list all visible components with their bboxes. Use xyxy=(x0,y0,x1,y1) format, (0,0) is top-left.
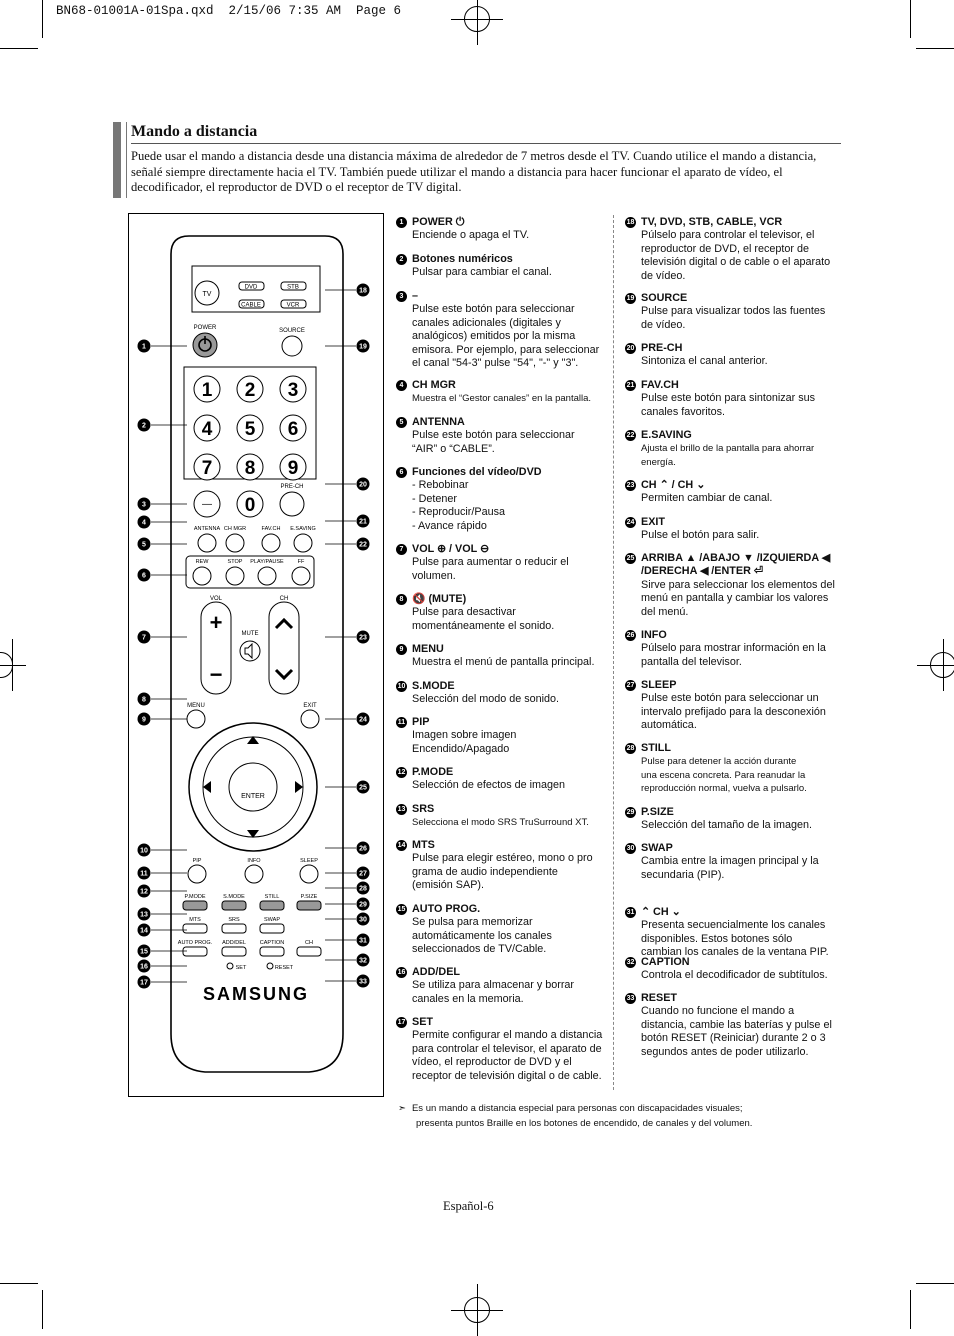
item-heading: ADD/DEL xyxy=(412,966,460,978)
digit-label: 5 xyxy=(244,419,256,440)
row3-button[interactable] xyxy=(297,901,321,910)
row5-label: CH xyxy=(305,940,313,946)
item-heading: S.MODE xyxy=(412,680,455,692)
callout-number: 11 xyxy=(140,870,148,878)
digit-label: 6 xyxy=(287,419,299,440)
callout-number: 8 xyxy=(142,696,146,704)
power-label: POWER xyxy=(193,325,217,331)
row5-label: ADD/DEL xyxy=(222,940,246,946)
item-description: Permiten cambiar de canal. xyxy=(641,492,773,505)
column-separator xyxy=(613,215,614,1090)
exit-label: EXIT xyxy=(303,703,317,709)
note-line-2: presenta puntos Braille en los botones de encendido, de canales y del volumen. xyxy=(416,1118,753,1129)
row2-button[interactable] xyxy=(188,865,206,883)
item-number-badge: 4 xyxy=(396,380,407,391)
callout-number: 2 xyxy=(142,422,146,430)
item-heading: SLEEP xyxy=(641,679,677,691)
callout-number: 23 xyxy=(359,634,367,642)
item-number-badge: 25 xyxy=(626,555,635,562)
digit-label: 8 xyxy=(244,458,256,479)
row5-button[interactable] xyxy=(260,947,284,956)
callout-number: 20 xyxy=(359,481,367,489)
item-number-badge: 15 xyxy=(397,906,406,913)
transport-label: STOP xyxy=(227,559,243,565)
dash-label: — xyxy=(202,499,212,510)
item-number-badge: 1 xyxy=(396,217,407,228)
row2-button[interactable] xyxy=(245,865,263,883)
enter-label: ENTER xyxy=(241,793,265,800)
item-description: Permite configurar el mando a distancia para controlar el televisor, el aparato de vídeo, el reproductor de DVD y el receptor de televisión digital o de cable. xyxy=(412,1029,603,1082)
crop-mark xyxy=(916,1283,954,1284)
crop-mark xyxy=(910,0,911,38)
section-title: Mando a distancia xyxy=(131,123,258,140)
item-heading: VOL ⊕ / VOL ⊖ xyxy=(412,543,490,555)
callout-number: 6 xyxy=(142,572,146,580)
callout-number: 5 xyxy=(142,541,146,549)
tv-label: TV xyxy=(202,291,212,298)
item-heading: FAV.CH xyxy=(641,379,679,391)
item-number-badge: 19 xyxy=(626,295,635,302)
stb-label: STB xyxy=(287,284,299,291)
item-number-badge: 13 xyxy=(397,806,406,813)
item-description: Controla el decodificador de subtítulos. xyxy=(641,969,828,982)
row1-button[interactable] xyxy=(198,534,216,552)
item-number-badge: 17 xyxy=(397,1019,406,1026)
row5-label: AUTO PROG. xyxy=(177,940,213,946)
item-description: Cambia entre la imagen principal y la secundaria (PIP). xyxy=(641,855,819,881)
registration-mark xyxy=(0,652,13,678)
item-description: Ajusta el brillo de la pantalla para ahorrar energía. xyxy=(641,443,815,468)
item-description: Imagen sobre imagen Encendido/Apagado xyxy=(412,729,517,755)
item-description: Pulse para visualizar todos las fuentes de vídeo. xyxy=(641,305,826,331)
item-description: Enciende o apaga el TV. xyxy=(412,229,530,242)
callout-number: 25 xyxy=(359,784,367,792)
row3-label: STILL xyxy=(264,894,280,900)
source-label: SOURCE xyxy=(279,328,305,334)
dvd-label: DVD xyxy=(244,284,258,291)
transport-label: PLAY/PAUSE xyxy=(250,559,284,565)
title-rule xyxy=(131,143,841,144)
item-description: Pulse este botón para sintonizar sus canales favoritos. xyxy=(641,392,816,418)
callout-number: 30 xyxy=(359,916,367,924)
row2-button[interactable] xyxy=(300,865,318,883)
transport-button[interactable] xyxy=(226,567,244,585)
row3-label: S.MODE xyxy=(223,894,245,900)
reset-button[interactable] xyxy=(267,963,273,969)
row2-label: INFO xyxy=(247,858,261,864)
item-heading: PRE-CH xyxy=(641,342,683,354)
callout-number: 15 xyxy=(140,948,148,956)
item-number-badge: 30 xyxy=(626,845,635,852)
item-heading: SET xyxy=(412,1016,433,1028)
crop-mark xyxy=(42,1290,43,1329)
title-marker-gap xyxy=(121,122,126,198)
callout-number: 28 xyxy=(359,885,367,893)
callout-number: 16 xyxy=(140,963,148,971)
transport-button[interactable] xyxy=(258,567,276,585)
item-number-badge: 7 xyxy=(396,544,407,555)
item-heading: SRS xyxy=(412,803,435,815)
item-number-badge: 23 xyxy=(626,482,635,489)
crop-mark xyxy=(0,1283,38,1284)
item-description: - Rebobinar - Detener - Reproducir/Pausa - Avance rápido xyxy=(412,479,506,532)
item-number-badge: 24 xyxy=(626,519,635,526)
pre-ch-label: PRE-CH xyxy=(280,484,304,490)
row1-button[interactable] xyxy=(294,534,312,552)
item-heading: E.SAVING xyxy=(641,429,692,441)
vol-down-icon: − xyxy=(209,662,223,687)
note-arrow-icon: ➣ xyxy=(398,1103,406,1114)
row4-label: MTS xyxy=(189,917,201,923)
row3-button[interactable] xyxy=(222,901,246,910)
row5-button[interactable] xyxy=(222,947,246,956)
item-description: Pulse para detener la acción durante una escena concreta. Para reanudar la reproducción normal, vuelva a pulsarlo. xyxy=(641,756,807,795)
transport-label: FF xyxy=(297,559,305,565)
row4-button[interactable] xyxy=(260,924,284,933)
callout-number: 24 xyxy=(359,716,367,724)
ch-rocker xyxy=(269,602,299,694)
item-description: Selección del tamaño de la imagen. xyxy=(641,819,813,832)
row3-button[interactable] xyxy=(183,901,207,910)
item-number-badge: 22 xyxy=(626,432,635,439)
callout-number: 13 xyxy=(140,911,148,919)
crop-mark xyxy=(0,48,38,49)
callout-number: 32 xyxy=(359,957,367,965)
digit-label: 3 xyxy=(287,380,299,401)
callout-number: 21 xyxy=(359,518,367,526)
item-heading: Botones numéricos xyxy=(412,253,513,265)
item-description: Pulse para elegir estéreo, mono o pro grama de audio independiente (emisión SAP). xyxy=(412,852,593,892)
page-footer: Español-6 xyxy=(443,1199,494,1213)
note xyxy=(398,1101,752,1131)
item-description: Muestra el menú de pantalla principal. xyxy=(412,656,595,669)
row1-label: CH MGR xyxy=(223,526,247,532)
item-heading: 🔇 (MUTE) xyxy=(412,593,467,605)
menu-button xyxy=(187,710,205,728)
item-description: Pulse el botón para salir. xyxy=(641,529,760,542)
row4-button[interactable] xyxy=(222,924,246,933)
callout-number: 19 xyxy=(359,343,367,351)
row1-label: FAV.CH xyxy=(261,526,281,532)
row5-button[interactable] xyxy=(183,947,207,956)
item-number-badge: 5 xyxy=(396,417,407,428)
enter-button xyxy=(229,763,277,811)
vol-up-icon: + xyxy=(209,610,223,635)
item-heading: CH ⌃ / CH ⌄ xyxy=(641,479,706,491)
callout-number: 33 xyxy=(359,978,367,986)
row4-label: SWAP xyxy=(264,917,280,923)
item-heading: ⌃ CH ⌄ xyxy=(641,906,681,918)
item-heading: SOURCE xyxy=(641,292,688,304)
crop-mark xyxy=(910,1290,911,1329)
item-description: Pulse este botón para seleccionar un intervalo prefijado para la desconexión automática. xyxy=(641,692,826,732)
file-header: BN68-01001A-01Spa.qxd 2/15/06 7:35 AM Page 6 xyxy=(56,4,402,18)
item-number-badge: 20 xyxy=(626,345,635,352)
callout-number: 27 xyxy=(359,870,367,878)
item-description: Púlselo para mostrar información en la pantalla del televisor. xyxy=(641,642,826,668)
transport-button[interactable] xyxy=(292,567,310,585)
registration-mark xyxy=(464,1297,490,1323)
callout-number: 29 xyxy=(359,901,367,909)
item-number-badge: 14 xyxy=(397,842,406,849)
row1-button[interactable] xyxy=(226,534,244,552)
item-description: Selección de efectos de imagen xyxy=(412,779,566,792)
item-heading: ARRIBA ▲ /ABAJO ▼ /IZQUIERDA ◀ /DERECHA ◀ /ENTER ⏎ xyxy=(641,552,831,578)
digit-label: 1 xyxy=(201,380,213,401)
transport-button[interactable] xyxy=(193,567,211,585)
item-number-badge: 6 xyxy=(396,467,407,478)
pre-ch-button xyxy=(280,492,304,516)
transport-label: REW xyxy=(195,559,209,565)
menu-label: MENU xyxy=(187,703,205,709)
item-heading: Funciones del vídeo/DVD xyxy=(412,466,542,478)
callout-number: 12 xyxy=(140,888,148,896)
item-number-badge: 33 xyxy=(626,995,635,1002)
item-heading: – xyxy=(412,290,419,302)
callout-number: 1 xyxy=(142,343,146,351)
item-number-badge: 29 xyxy=(626,809,635,816)
callout-number: 10 xyxy=(140,847,148,855)
item-heading: INFO xyxy=(641,629,667,641)
crop-mark xyxy=(42,0,43,38)
digit-label: 7 xyxy=(201,458,213,479)
item-description: Se utiliza para almacenar y borrar canales en la memoria. xyxy=(412,979,575,1005)
callout-number: 18 xyxy=(359,287,367,295)
row3-label: P.MODE xyxy=(184,894,206,900)
crop-mark xyxy=(916,48,954,49)
item-description: Pulse este botón para seleccionar canales adicionales (digitales y analógicos) emitidos por la misma emisora. Por ejemplo, para seleccionar el canal "54-3" pulse "54", "-" y "3". xyxy=(412,303,600,370)
callout-number: 7 xyxy=(142,634,146,642)
item-number-badge: 31 xyxy=(626,909,635,916)
item-description: Presenta secuencialmente los canales disponibles. Estos botones sólo cambian los canales de la ventana PIP. xyxy=(641,919,829,959)
item-heading: MENU xyxy=(412,643,444,655)
item-number-badge: 21 xyxy=(626,382,635,389)
item-description: Pulse para aumentar o reducir el volumen. xyxy=(412,556,569,582)
remote-illustration xyxy=(129,214,383,1096)
digit-label: 9 xyxy=(287,458,299,479)
row5-label: CAPTION xyxy=(259,940,285,946)
cable-label: CABLE xyxy=(241,302,261,309)
item-heading: AUTO PROG. xyxy=(412,903,481,915)
callout-number: 26 xyxy=(359,845,367,853)
intro-paragraph: Puede usar el mando a distancia desde una distancia máxima de alrededor de 7 metros desde el TV. Cuando utilice el mando a distancia, señalé siempre directamente hacia el TV. También puede utilizar el mando a distancia para hacer funcionar el aparato de vídeo, el decodificador, el reproductor de DVD o el receptor de TV digital. xyxy=(131,149,817,194)
number-pad xyxy=(194,376,306,480)
item-number-badge: 27 xyxy=(626,682,635,689)
row5-button[interactable] xyxy=(297,947,321,956)
item-number-badge: 32 xyxy=(626,959,635,966)
item-heading: SWAP xyxy=(641,842,673,854)
item-number-badge: 9 xyxy=(396,644,407,655)
item-heading: EXIT xyxy=(641,516,665,528)
item-heading: POWER ⏻ xyxy=(412,216,465,228)
item-description: Se pulsa para memorizar automáticamente los canales seleccionados de TV/Cable. xyxy=(412,916,552,956)
item-description: Sintoniza el canal anterior. xyxy=(641,355,768,368)
registration-mark xyxy=(464,6,490,32)
item-number-badge: 8 xyxy=(396,594,407,605)
item-number-badge: 10 xyxy=(397,683,406,690)
exit-button xyxy=(301,710,319,728)
item-heading: MTS xyxy=(412,839,435,851)
row2-label: PIP xyxy=(192,858,202,864)
row4-label: SRS xyxy=(228,917,240,923)
callout-number: 14 xyxy=(140,927,148,935)
item-number-badge: 11 xyxy=(397,719,406,726)
item-description: Sirve para seleccionar los elementos del menú en pantalla y cambiar los valores del menú. xyxy=(641,578,835,618)
row3-label: P.SIZE xyxy=(300,894,318,900)
callout-number: 22 xyxy=(359,541,367,549)
item-heading: TV, DVD, STB, CABLE, VCR xyxy=(641,216,783,228)
row1-label: ANTENNA xyxy=(193,526,221,532)
ch-label: CH xyxy=(279,596,289,602)
vol-label: VOL xyxy=(209,596,223,602)
digit-label: 4 xyxy=(201,419,213,440)
item-description: Muestra el “Gestor canales” en la pantalla. xyxy=(412,393,592,405)
samsung-logo: SAMSUNG xyxy=(202,984,310,1004)
mute-button xyxy=(240,641,260,661)
item-number-badge: 3 xyxy=(396,291,407,302)
item-heading: P.MODE xyxy=(412,766,454,778)
callout-number: 4 xyxy=(142,519,146,527)
mute-label: MUTE xyxy=(241,631,259,637)
item-number-badge: 2 xyxy=(396,254,407,265)
item-heading: PIP xyxy=(412,716,430,728)
item-heading: ANTENNA xyxy=(412,416,465,428)
item-description: Selección del modo de sonido. xyxy=(412,693,560,706)
row1-label: E.SAVING xyxy=(290,526,316,532)
set-button[interactable] xyxy=(227,963,233,969)
item-number-badge: 28 xyxy=(626,745,635,752)
item-description: Pulsar para cambiar el canal. xyxy=(412,266,552,279)
zero-label: 0 xyxy=(244,495,256,516)
vcr-label: VCR xyxy=(286,302,300,309)
item-heading: CAPTION xyxy=(641,956,690,968)
item-description: Pulse para desactivar momentáneamente el sonido. xyxy=(412,606,555,632)
item-number-badge: 16 xyxy=(397,969,406,976)
item-description: Púlselo para controlar el televisor, el reproductor de DVD, el receptor de televisión digital o de cable o el aparato de vídeo. xyxy=(641,229,831,282)
item-heading: STILL xyxy=(641,742,671,754)
item-heading: RESET xyxy=(641,992,677,1004)
callout-number: 9 xyxy=(142,716,146,724)
item-number-badge: 12 xyxy=(397,769,406,776)
callout-number: 17 xyxy=(140,979,148,987)
row4-button[interactable] xyxy=(183,924,207,933)
item-description: Selecciona el modo SRS TruSurround XT. xyxy=(412,817,589,829)
item-number-badge: 26 xyxy=(626,632,635,639)
registration-mark xyxy=(930,652,954,678)
row1-button[interactable] xyxy=(262,534,280,552)
row3-button[interactable] xyxy=(260,901,284,910)
set-label: SET xyxy=(235,965,247,971)
note-line-1: Es un mando a distancia especial para personas con discapacidades visuales; xyxy=(411,1103,743,1114)
reset-label: RESET xyxy=(274,965,294,971)
digit-label: 2 xyxy=(244,380,256,401)
source-button xyxy=(282,336,302,356)
item-description: Pulse este botón para seleccionar “AIR” o “CABLE”. xyxy=(412,429,575,455)
item-description: Cuando no funcione el mando a distancia, cambie las baterías y pulse el botón RESET (Reiniciar) durante 2 o 3 segundos antes de poder utilizarlo. xyxy=(641,1005,832,1058)
callout-number: 3 xyxy=(142,501,146,509)
row2-label: SLEEP xyxy=(300,858,318,864)
remote-figure xyxy=(128,213,384,1097)
item-number-badge: 18 xyxy=(626,219,635,226)
item-heading: CH MGR xyxy=(412,379,456,391)
callout-number: 31 xyxy=(359,937,367,945)
item-heading: P.SIZE xyxy=(641,806,674,818)
